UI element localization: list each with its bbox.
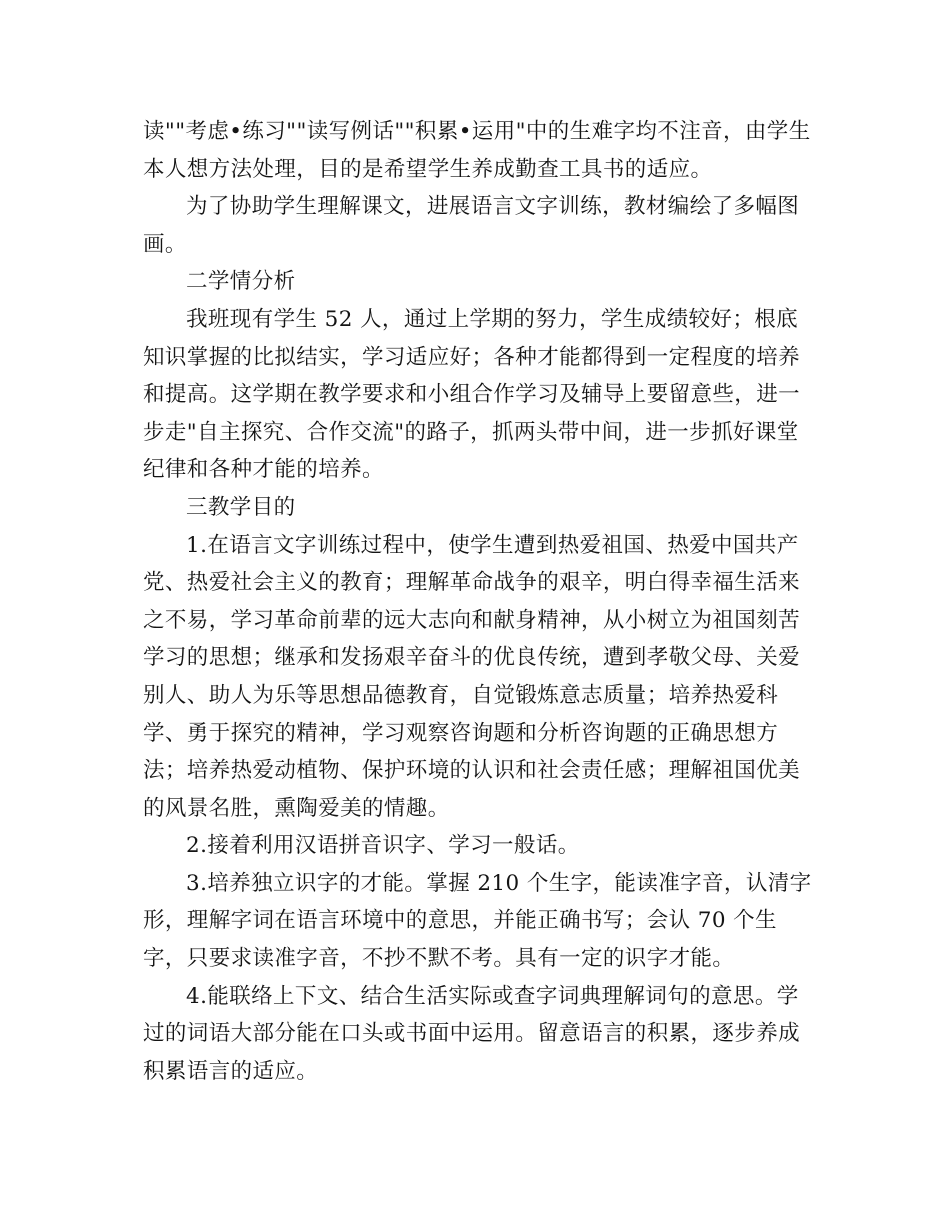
paragraph-goal-1: 1.在语言文字训练过程中，使学生遭到热爱祖国、热爱中国共产党、热爱社会主义的教育；理解革命战争的艰辛，明白得幸福生活来之不易，学习革命前辈的远大志向和献身精神，从小树立为祖国刻苦学习的思想；继承和发扬艰辛奋斗的优良传统，遭到孝敬父母、关爱别人、助人为乐等思想品德教育，自觉锻炼意志质量；培养热爱科学、勇于探究的精神，学习观察咨询题和分析咨询题的正确思想方法；培养热爱动植物、保护环境的认识和社会责任感；理解祖国优美的风景名胜，熏陶爱美的情趣。 [143, 532, 801, 821]
paragraph-illustrations: 为了协助学生理解课文，进展语言文字训练，教材编绘了多幅图画。 [143, 194, 800, 257]
paragraph-goal-2: 2.接着利用汉语拼音识字、学习一般话。 [186, 833, 580, 859]
document-body [143, 113, 815, 1090]
section-heading-teaching-goals: 三教学目的 [186, 494, 296, 520]
paragraph-goal-4: 4.能联络上下文、结合生活实际或查字词典理解词句的意思。学过的词语大部分能在口头或书面中运用。留意语言的积累，逐步养成积累语言的适应。 [143, 983, 801, 1084]
section-heading-learning-analysis: 二学情分析 [186, 269, 296, 295]
paragraph-class-situation: 我班现有学生 52 人，通过上学期的努力，学生成绩较好；根底知识掌握的比拟结实，学习适应好；各种才能都得到一定程度的培养和提高。这学期在教学要求和小组合作学习及辅导上要留意些，进一步走"自主探究、合作交流"的路子，抓两头带中间，进一步抓好课堂纪律和各种才能的培养。 [143, 306, 801, 483]
paragraph-goal-3: 3.培养独立识字的才能。掌握 210 个生字，能读准字音，认清字形，理解字词在语言环境中的意思，并能正确书写；会认 70 个生字，只要求读准字音，不抄不默不考。具有一定的识字才能。 [143, 870, 812, 972]
paragraph-continuation: 读""考虑•练习""读写例话""积累•运用"中的生难字均不注音，由学生本人想方法处理，目的是希望学生养成勤查工具书的适应。 [143, 119, 811, 182]
